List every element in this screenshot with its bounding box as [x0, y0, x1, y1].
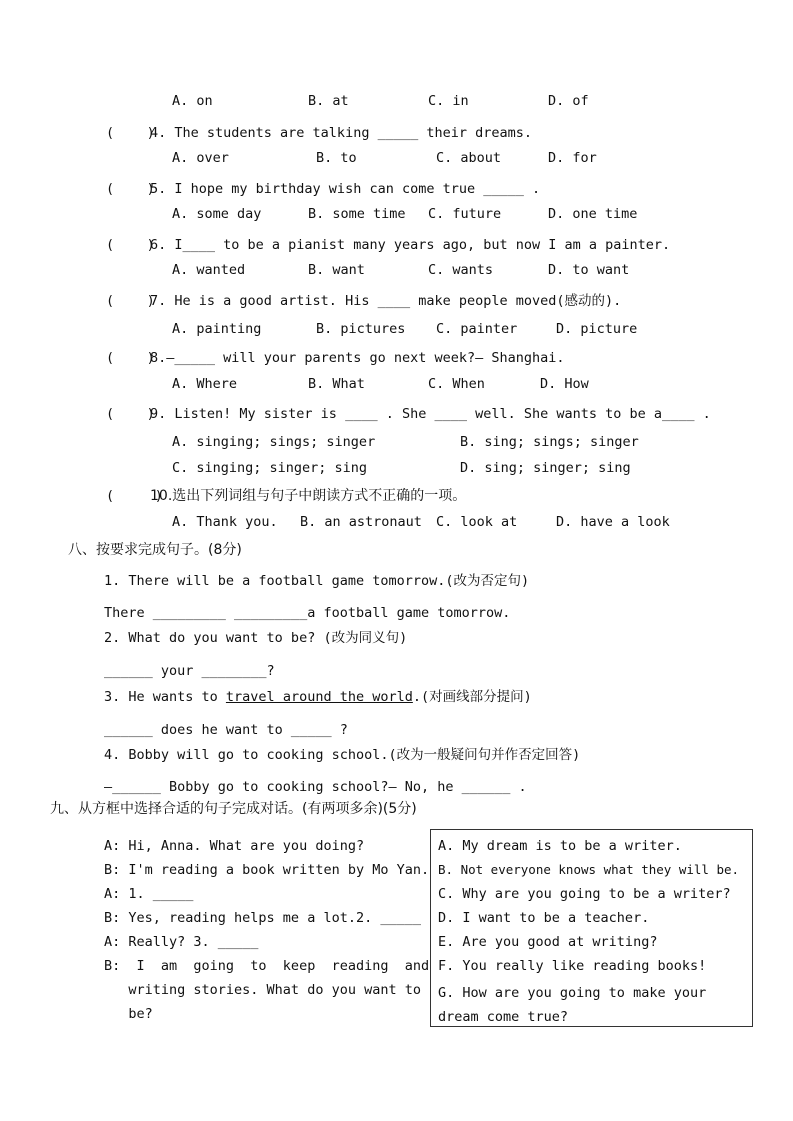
answer-paren[interactable]: ( ): [106, 237, 155, 253]
choice-g-continued: dream come true?: [438, 1009, 569, 1025]
q9-option-b: B. sing; sings; singer: [460, 434, 639, 450]
rewrite-question-1: 1. There will be a football game tomorrow.(改为否定句): [104, 573, 530, 589]
q5-option-a: A. some day: [172, 206, 262, 222]
question-stem: 9. Listen! My sister is ____ . She ____ well. She wants to be a____ .: [150, 406, 711, 422]
rewrite-question-2: 2. What do you want to be? (改为同义句): [104, 630, 408, 646]
rewrite-answer-2[interactable]: ______ your ________?: [104, 663, 275, 679]
section-heading: 八、按要求完成句子。(8分): [68, 542, 242, 558]
choice-d: D. I want to be a teacher.: [438, 910, 650, 926]
choice-g: G. How are you going to make your: [438, 985, 707, 1001]
choice-a: A. My dream is to be a writer.: [438, 838, 682, 854]
q7-option-c: C. painter: [436, 321, 518, 337]
q6-option-a: A. wanted: [172, 262, 246, 278]
rewrite-answer-3[interactable]: ______ does he want to _____ ?: [104, 722, 348, 738]
q4-option-a: A. over: [172, 150, 229, 166]
answer-paren[interactable]: ( ): [106, 181, 155, 197]
q6-option-c: C. wants: [428, 262, 494, 278]
q6-option-d: D. to want: [548, 262, 630, 278]
q5-option-d: D. one time: [548, 206, 638, 222]
q8-option-b: B. What: [308, 376, 365, 392]
answer-paren[interactable]: ( ): [106, 350, 155, 366]
rewrite-question-3: [104, 688, 532, 706]
q8-option-a: A. Where: [172, 376, 238, 392]
underlined-phrase: travel around the world: [225, 689, 413, 705]
question-stem: 7. He is a good artist. His ____ make people moved(感动的).: [150, 293, 622, 309]
q9-option-a: A. singing; sings; singer: [172, 434, 376, 450]
q9-option-c: C. singing; singer; sing: [172, 460, 368, 476]
q3-option-b: B. at: [308, 93, 349, 109]
choice-e: E. Are you good at writing?: [438, 934, 658, 950]
q5-option-b: B. some time: [308, 206, 406, 222]
q3-option-d: D. of: [548, 93, 589, 109]
q10-option-b: B. an astronaut: [300, 514, 422, 530]
choice-c: C. Why are you going to be a writer?: [438, 886, 731, 902]
question-instruction: .(对画线部分提问): [412, 689, 532, 705]
question-stem: 8.—_____ will your parents go next week?— Shanghai.: [150, 350, 565, 366]
question-stem: 6. I____ to be a pianist many years ago, but now I am a painter.: [150, 237, 671, 253]
q4-option-b: B. to: [316, 150, 357, 166]
choice-f: F. You really like reading books!: [438, 958, 707, 974]
q4-option-d: D. for: [548, 150, 597, 166]
question-stem: 4. The students are talking _____ their dreams.: [150, 125, 533, 141]
dialog-line: B: I'm reading a book written by Mo Yan.: [104, 862, 430, 878]
question-text: 3. He wants to: [104, 689, 226, 705]
q6-option-b: B. want: [308, 262, 365, 278]
q4-option-c: C. about: [436, 150, 502, 166]
q3-option-c: C. in: [428, 93, 469, 109]
q9-option-d: D. sing; singer; sing: [460, 460, 631, 476]
q5-option-c: C. future: [428, 206, 502, 222]
answer-paren[interactable]: ( ): [106, 488, 163, 504]
dialog-line: writing stories. What do you want to: [104, 982, 421, 998]
q3-option-a: A. on: [172, 93, 213, 109]
q7-option-d: D. picture: [556, 321, 638, 337]
dialog-line: B: I am going to keep reading and: [104, 958, 430, 974]
section-heading: 九、从方框中选择合适的句子完成对话。(有两项多余)(5分): [50, 801, 417, 817]
dialog-line[interactable]: A: Really? 3. _____: [104, 934, 259, 950]
dialog-line[interactable]: A: 1. _____: [104, 886, 194, 902]
answer-paren[interactable]: ( ): [106, 293, 155, 309]
question-stem: 10.选出下列词组与句子中朗读方式不正确的一项。: [150, 488, 467, 504]
q10-option-d: D. have a look: [556, 514, 670, 530]
q8-option-d: D. How: [540, 376, 589, 392]
q10-option-a: A. Thank you.: [172, 514, 278, 530]
answer-paren[interactable]: ( ): [106, 406, 155, 422]
q7-option-a: A. painting: [172, 321, 262, 337]
q10-option-c: C. look at: [436, 514, 518, 530]
dialog-line[interactable]: B: Yes, reading helps me a lot.2. _____: [104, 910, 421, 926]
dialog-line: be?: [104, 1006, 153, 1022]
rewrite-answer-1[interactable]: There _________ _________a football game tomorrow.: [104, 605, 511, 621]
rewrite-question-4: 4. Bobby will go to cooking school.(改为一般疑问句并作否定回答): [104, 747, 581, 763]
answer-paren[interactable]: ( ): [106, 125, 155, 141]
rewrite-answer-4[interactable]: —______ Bobby go to cooking school?— No, he ______ .: [104, 779, 527, 795]
choice-b: B. Not everyone knows what they will be.: [438, 862, 740, 877]
q8-option-c: C. When: [428, 376, 485, 392]
dialog-line: A: Hi, Anna. What are you doing?: [104, 838, 365, 854]
q7-option-b: B. pictures: [316, 321, 406, 337]
question-stem: 5. I hope my birthday wish can come true _____ .: [150, 181, 541, 197]
